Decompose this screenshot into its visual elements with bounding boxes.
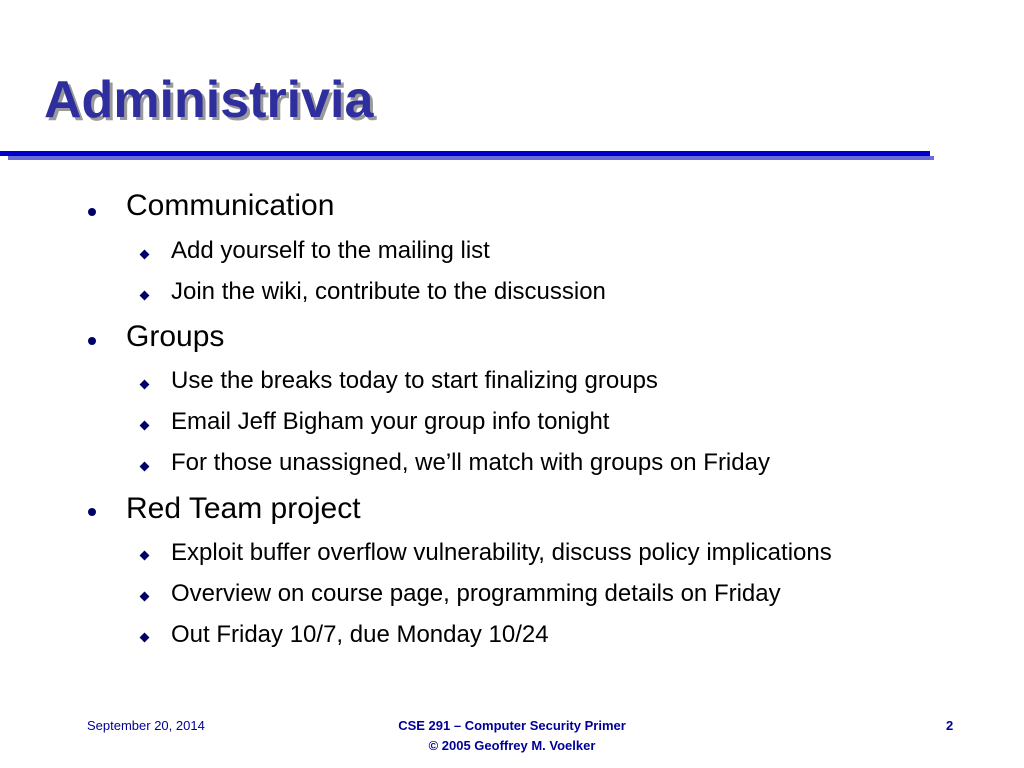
diamond-bullet-icon [140,633,150,643]
list-item: For those unassigned, we’ll match with groups on Friday [171,449,770,476]
diamond-bullet-icon [140,421,150,431]
round-bullet-icon [88,208,96,216]
slide-title: Administrivia [44,71,374,129]
section-heading-communication: Communication [126,189,335,222]
page-number: 2 [946,718,954,733]
diamond-bullet-icon [140,291,150,301]
list-item: Overview on course page, programming details on Friday [171,580,781,607]
round-bullet-icon [88,337,96,345]
round-bullet-icon [88,508,96,516]
diamond-bullet-icon [140,380,150,390]
list-item: Use the breaks today to start finalizing groups [171,367,658,394]
footer-copyright: © 2005 Geoffrey M. Voelker [428,738,596,753]
footer-date: September 20, 2014 [87,718,205,733]
list-item: Add yourself to the mailing list [171,237,490,264]
diamond-bullet-icon [140,592,150,602]
section-heading-groups: Groups [126,320,225,353]
footer-course-title: CSE 291 – Computer Security Primer [398,718,626,733]
list-item: Join the wiki, contribute to the discussion [171,278,606,305]
list-item: Exploit buffer overflow vulnerability, discuss policy implications [171,539,832,566]
diamond-bullet-icon [140,250,150,260]
list-item: Email Jeff Bigham your group info tonight [171,408,610,435]
diamond-bullet-icon [140,551,150,561]
list-item: Out Friday 10/7, due Monday 10/24 [171,621,549,648]
diamond-bullet-icon [140,462,150,472]
section-heading-red-team-project: Red Team project [126,492,361,525]
